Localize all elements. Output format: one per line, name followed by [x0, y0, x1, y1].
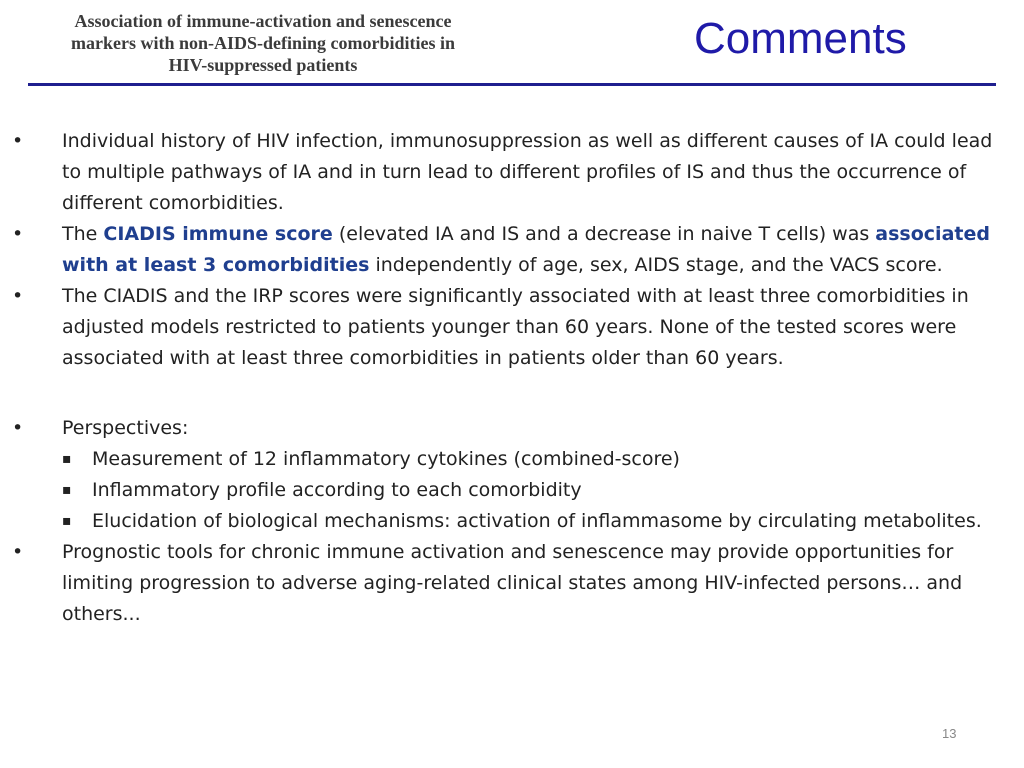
bullet-item: [0, 413, 1024, 444]
bullet-marker: •: [12, 223, 24, 245]
bullet-text-part: independently of age, sex, AIDS stage, and the VACS score.: [369, 254, 943, 276]
sub-bullet-item: [0, 506, 1024, 537]
bullet-text-part: The: [62, 223, 104, 245]
bullet-text: [62, 223, 990, 276]
page-number: 13: [942, 726, 957, 741]
sub-bullet-marker: ▪: [62, 513, 72, 529]
spacer: [0, 374, 1024, 413]
sub-bullet-text: Elucidation of biological mechanisms: activation of inflammasome by circulating metabolites.: [92, 510, 982, 532]
sub-bullet-text: Measurement of 12 inflammatory cytokines (combined-score): [92, 448, 680, 470]
bullet-item: [0, 537, 1024, 630]
bullet-text: Perspectives:: [62, 417, 189, 439]
bullet-marker: •: [12, 285, 24, 307]
sub-bullet-item: [0, 444, 1024, 475]
highlight-comorbidities: associated with at least 3 comorbidities: [62, 223, 990, 276]
bullet-text: The CIADIS and the IRP scores were significantly associated with at least three comorbidities in adjusted models restricted to patients younger than 60 years. None of the tested scores were associated with at least three comorbidities in patients older than 60 years.: [62, 285, 969, 369]
sub-bullet-text: Inflammatory profile according to each comorbidity: [92, 479, 582, 501]
sub-bullet-marker: ▪: [62, 482, 72, 498]
bullet-marker: •: [12, 417, 24, 439]
bullet-text: Prognostic tools for chronic immune activation and senescence may provide opportunities for limiting progression to adverse aging-related clinical states among HIV-infected persons… and others...: [62, 541, 963, 625]
bullet-item: [0, 219, 1024, 281]
bullet-marker: •: [12, 541, 24, 563]
slide-heading: Comments: [694, 14, 907, 63]
bullet-text-part: (elevated IA and IS and a decrease in naive T cells) was: [332, 223, 876, 245]
header-title: [28, 10, 498, 76]
header-divider: [28, 83, 996, 86]
bullet-list: [0, 126, 1024, 630]
header-title-line: markers with non-AIDS-defining comorbidities in: [70, 33, 456, 53]
header-title-line: Association of immune-activation and senescence: [74, 11, 452, 31]
sub-bullet-item: [0, 475, 1024, 506]
bullet-marker: •: [12, 130, 24, 152]
highlight-ciadis-score: CIADIS immune score: [103, 223, 333, 245]
header-title-line: HIV-suppressed patients: [168, 55, 358, 75]
bullet-item: [0, 126, 1024, 219]
bullet-text: Individual history of HIV infection, immunosuppression as well as different causes of IA could lead to multiple pathways of IA and in turn lead to different profiles of IS and thus the occurrence of different comorbidities.: [62, 130, 993, 214]
bullet-item: [0, 281, 1024, 374]
sub-bullet-marker: ▪: [62, 451, 72, 467]
